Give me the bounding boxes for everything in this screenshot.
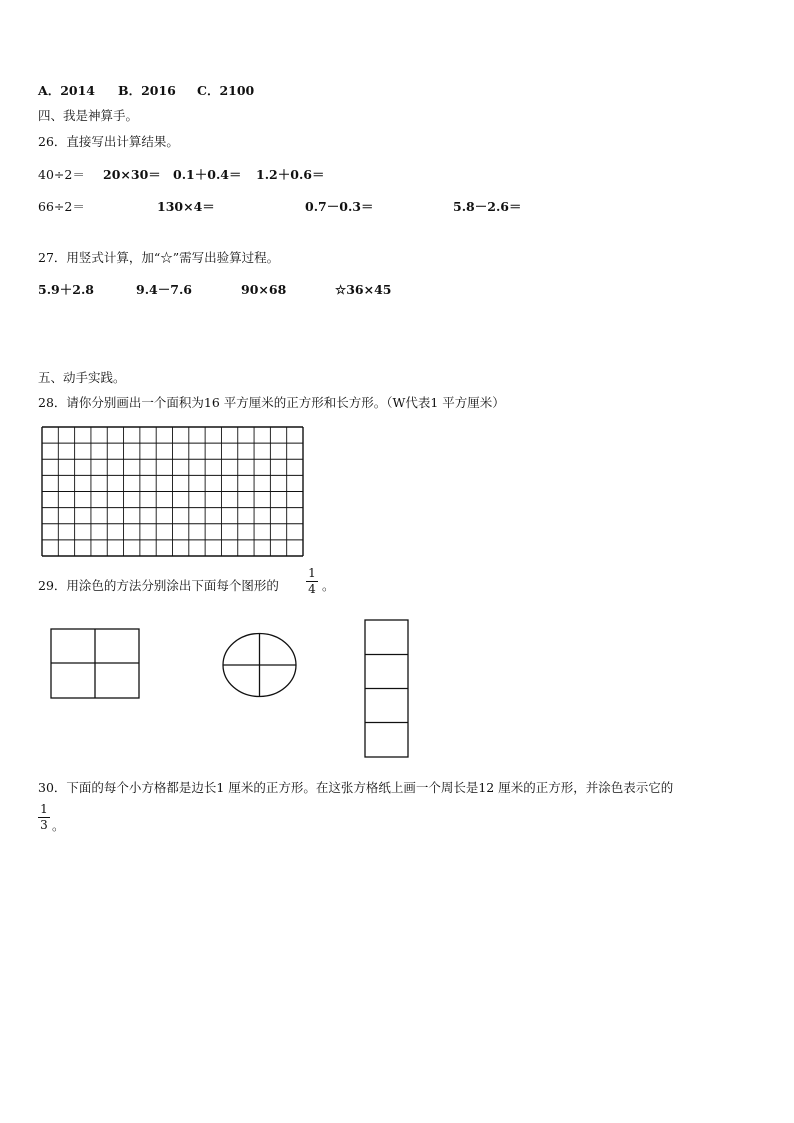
q28-title: 28．请你分别画出一个面积为16 平方厘米的正方形和长方形。（W代表1 平方厘米） (38, 395, 505, 410)
q27-item: 9.4－7.6 (136, 282, 192, 297)
q27-title: 27．用竖式计算，加“☆”需写出验算过程。 (38, 250, 280, 265)
q26-item: 0.7－0.3＝ (305, 199, 374, 214)
q26-item: 40÷2＝ (38, 167, 85, 182)
q30-end: 。 (52, 818, 65, 833)
q26-item: 5.8－2.6＝ (453, 199, 522, 214)
q29-title: 29．用涂色的方法分别涂出下面每个图形的 (38, 578, 279, 593)
q27-item: 5.9＋2.8 (38, 282, 94, 297)
circle-quartered[interactable] (223, 634, 296, 697)
q26-item: 66÷2＝ (38, 199, 85, 214)
q26-item: 1.2＋0.6＝ (256, 167, 325, 182)
option-c: C．2100 (197, 83, 255, 98)
q29-end: 。 (322, 578, 335, 593)
q26-item: 20×30＝ (103, 167, 161, 182)
square-grid[interactable] (42, 427, 303, 556)
option-b: B．2016 (118, 83, 176, 98)
q27-item: ☆36×45 (335, 282, 392, 297)
fraction-denominator: 3 (40, 818, 48, 832)
section4-title: 四、我是神算手。 (38, 108, 139, 123)
fraction-numerator: 1 (308, 566, 316, 580)
fraction-denominator: 4 (308, 582, 316, 596)
fraction-one-quarter (306, 567, 318, 596)
tall-rectangle-quartered[interactable] (365, 620, 408, 757)
q27-item: 90×68 (241, 282, 287, 297)
q26-item: 0.1＋0.4＝ (173, 167, 242, 182)
section5-title: 五、动手实践。 (38, 370, 126, 385)
q30-title: 30．下面的每个小方格都是边长1 厘米的正方形。在这张方格纸上画一个周长是12 厘米的正方形，并涂色表示它的 (38, 780, 674, 795)
q26-item: 130×4＝ (157, 199, 215, 214)
rectangle-quartered[interactable] (51, 629, 139, 698)
fraction-numerator: 1 (40, 802, 48, 816)
option-a: A．2014 (38, 83, 95, 98)
q26-title: 26．直接写出计算结果。 (38, 134, 179, 149)
fraction-one-third (38, 803, 50, 832)
